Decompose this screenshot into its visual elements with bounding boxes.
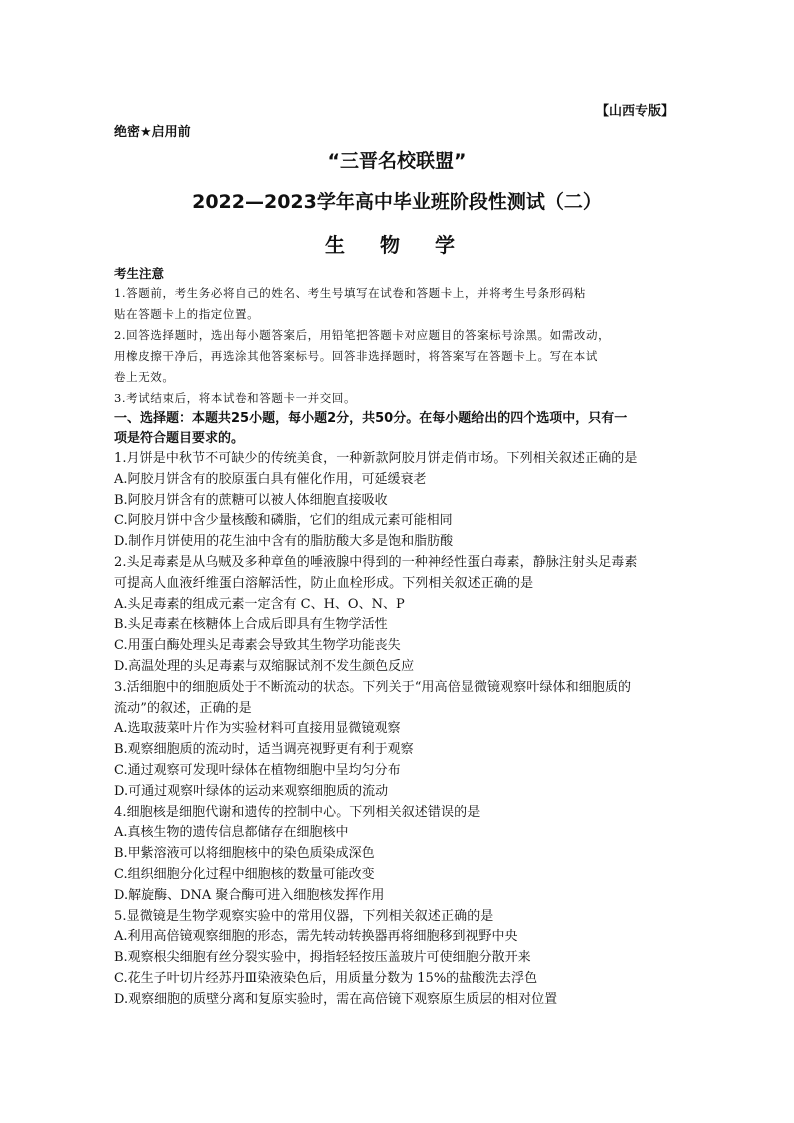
notice-line: 用橡皮擦干净后，再选涂其他答案标号。回答非选择题时，将答案写在答题卡上。写在本试 <box>114 349 598 363</box>
option-c: C.用蛋白酶处理头足毒素会导致其生物学功能丧失 <box>114 638 401 654</box>
option-c: C.组织细胞分化过程中细胞核的数量可能改变 <box>114 866 375 882</box>
notice-title: 考生注意 <box>114 266 165 281</box>
question-stem: 2.头足毒素是从乌贼及多种章鱼的唾液腺中得到的一种神经性蛋白毒素，静脉注射头足毒素 <box>114 554 638 570</box>
option-c: C.花生子叶切片经苏丹Ⅲ染液染色后，用质量分数为 15%的盐酸洗去浮色 <box>114 970 538 986</box>
question-stem: 5.显微镜是生物学观察实验中的常用仪器，下列相关叙述正确的是 <box>114 908 494 924</box>
exam-body <box>114 264 684 1011</box>
notice-line: 2.回答选择题时，选出每小题答案后，用铅笔把答题卡对应题目的答案标号涂黑。如需改动， <box>114 328 611 342</box>
option-a: A.头足毒素的组成元素一定含有 C、H、O、N、P <box>114 596 405 612</box>
option-c: C.通过观察可发现叶绿体在植物细胞中呈均匀分布 <box>114 762 401 778</box>
exam-title: 2022—2023学年高中毕业班阶段性测试（二） <box>192 191 602 213</box>
option-d: D.高温处理的头足毒素与双缩脲试剂不发生颜色反应 <box>114 658 415 674</box>
notice-line: 卷上无效。 <box>114 370 175 384</box>
option-b: B.头足毒素在核糖体上合成后即具有生物学活性 <box>114 617 388 633</box>
confidential-label: 绝密★启用前 <box>114 125 191 140</box>
option-d: D.制作月饼使用的花生油中含有的脂肪酸大多是饱和脂肪酸 <box>114 534 454 550</box>
option-b: B.观察根尖细胞有丝分裂实验中，拇指轻轻按压盖玻片可使细胞分散开来 <box>114 950 531 966</box>
option-a: A.真核生物的遗传信息都储存在细胞核中 <box>114 825 349 841</box>
option-b: B.观察细胞质的流动时，适当调亮视野更有利于观察 <box>114 742 414 758</box>
question-stem: 1.月饼是中秋节不可缺少的传统美食，一种新款阿胶月饼走俏市场。下列相关叙述正确的是 <box>114 451 638 466</box>
section-heading: 一、选择题：本题共25小题，每小题2分，共50分。在每小题给出的四个选项中，只有一 <box>114 411 628 426</box>
option-d: D.可通过观察叶绿体的运动来观察细胞质的流动 <box>114 783 389 799</box>
question-stem: 可提高人血液纤维蛋白溶解活性，防止血栓形成。下列相关叙述正确的是 <box>114 575 534 591</box>
alliance-title: “三晋名校联盟” <box>327 150 467 172</box>
section-heading: 项是符合题目要求的。 <box>114 431 245 446</box>
option-a: A.利用高倍镜观察细胞的形态，需先转动转换器再将细胞移到视野中央 <box>114 929 518 945</box>
question-stem: 4.细胞核是细胞代谢和遗传的控制中心。下列相关叙述错误的是 <box>114 804 481 820</box>
option-d: D.观察细胞的质壁分离和复原实验时，需在高倍镜下观察原生质层的相对位置 <box>114 991 558 1007</box>
question-stem: 流动”的叙述，正确的是 <box>114 700 252 716</box>
option-a: A.选取菠菜叶片作为实验材料可直接用显微镜观察 <box>114 721 401 737</box>
notice-line: 1.答题前，考生务必将自己的姓名、考生号填写在试卷和答题卡上，并将考生号条形码粘 <box>114 286 586 300</box>
subject-title: 生 物 学 <box>325 233 469 257</box>
question-stem: 3.活细胞中的细胞质处于不断流动的状态。下列关于“用高倍显微镜观察叶绿体和细胞质的 <box>114 679 632 695</box>
option-d: D.解旋酶、DNA 聚合酶可进入细胞核发挥作用 <box>114 887 385 903</box>
option-c: C.阿胶月饼中含少量核酸和磷脂，它们的组成元素可能相同 <box>114 513 453 529</box>
edition-label: 【山西专版】 <box>595 104 674 119</box>
option-a: A.阿胶月饼含有的胶原蛋白具有催化作用，可延缓衰老 <box>114 471 427 487</box>
option-b: B.阿胶月饼含有的蔗糖可以被人体细胞直接吸收 <box>114 492 388 508</box>
notice-line: 贴在答题卡上的指定位置。 <box>114 307 260 321</box>
notice-line: 3.考试结束后，将本试卷和答题卡一并交回。 <box>114 391 357 405</box>
option-b: B.甲紫溶液可以将细胞核中的染色质染成深色 <box>114 846 375 862</box>
